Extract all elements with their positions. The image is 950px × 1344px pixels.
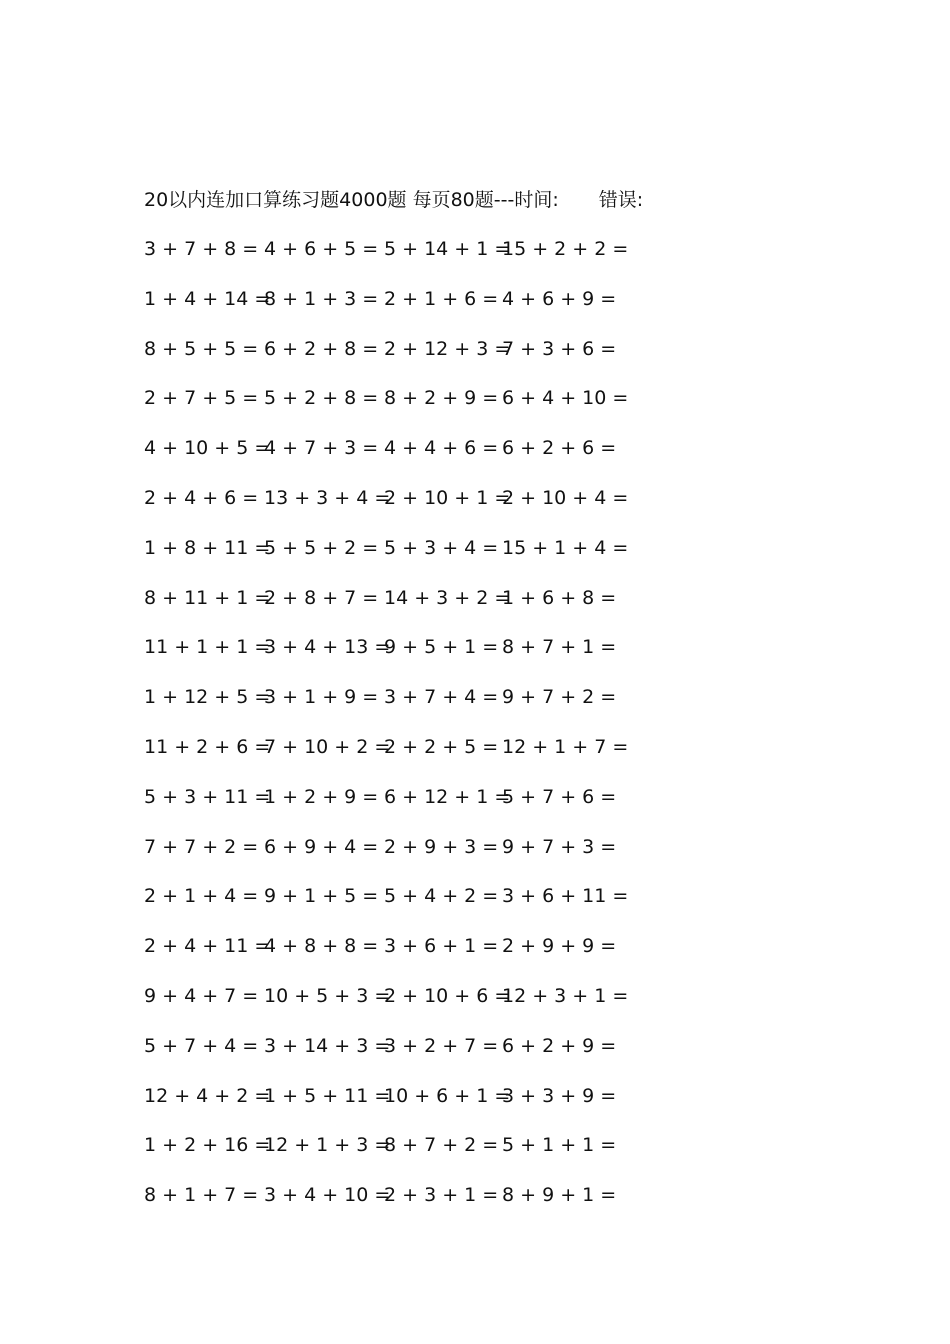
problem-item: 12 + 3 + 1 = [502,984,629,1007]
problem-item: 2 + 3 + 1 = [384,1184,499,1207]
problem-item: 8 + 11 + 1 = [144,586,271,609]
problem-item: 6 + 2 + 9 = [502,1034,617,1057]
problem-row [144,384,644,434]
problem-item: 1 + 2 + 16 = [144,1134,271,1157]
problem-item: 8 + 1 + 3 = [264,287,379,310]
problem-item: 5 + 5 + 2 = [264,536,379,559]
problem-item: 12 + 1 + 3 = [264,1134,391,1157]
problem-item: 9 + 1 + 5 = [264,885,379,908]
problem-item: 8 + 1 + 7 = [144,1184,259,1207]
problem-item: 2 + 2 + 5 = [384,735,499,758]
problem-item: 8 + 7 + 1 = [502,636,617,659]
problem-item: 4 + 6 + 5 = [264,238,379,260]
problem-item: 2 + 10 + 4 = [502,486,629,509]
problem-item: 8 + 9 + 1 = [502,1184,617,1207]
problem-item: 2 + 10 + 1 = [384,486,511,509]
problem-item: 4 + 6 + 9 = [502,287,617,310]
problem-row [144,1082,644,1132]
problem-row [144,783,644,833]
problem-item: 9 + 5 + 1 = [384,636,499,659]
problem-item: 2 + 12 + 3 = [384,337,511,360]
problem-item: 6 + 9 + 4 = [264,835,379,858]
worksheet-title: 20以内连加口算练习题4000题 每页80题---时间: [144,189,559,211]
problem-item: 6 + 2 + 8 = [264,337,379,360]
problem-row [144,1131,644,1181]
problem-item: 1 + 5 + 11 = [264,1084,391,1107]
problem-item: 6 + 2 + 6 = [502,437,617,460]
problem-item: 8 + 5 + 5 = [144,337,259,360]
problem-row [144,1032,644,1082]
problem-item: 10 + 6 + 1 = [384,1084,511,1107]
problem-item: 3 + 4 + 10 = [264,1184,391,1207]
problem-item: 5 + 3 + 4 = [384,536,499,559]
problem-row [144,1181,644,1231]
problem-item: 3 + 2 + 7 = [384,1034,499,1057]
problem-item: 1 + 4 + 14 = [144,287,271,310]
problem-item: 8 + 7 + 2 = [384,1134,499,1157]
worksheet-header [144,186,643,214]
problem-item: 5 + 3 + 11 = [144,785,271,808]
problem-item: 4 + 8 + 8 = [264,935,379,958]
problem-item: 5 + 7 + 4 = [144,1034,259,1057]
problem-row [144,833,644,883]
problem-item: 2 + 4 + 6 = [144,486,259,509]
problem-item: 3 + 14 + 3 = [264,1034,391,1057]
problem-item: 6 + 12 + 1 = [384,785,511,808]
problem-row [144,235,644,285]
problem-item: 3 + 6 + 1 = [384,935,499,958]
problem-item: 10 + 5 + 3 = [264,984,391,1007]
problem-row [144,982,644,1032]
problem-item: 2 + 4 + 11 = [144,935,271,958]
problem-item: 7 + 3 + 6 = [502,337,617,360]
problem-item: 3 + 7 + 8 = [144,238,259,260]
problem-item: 9 + 7 + 2 = [502,686,617,709]
problem-item: 7 + 10 + 2 = [264,735,391,758]
problem-item: 14 + 3 + 2 = [384,586,511,609]
problem-row [144,534,644,584]
problem-item: 13 + 3 + 4 = [264,486,391,509]
problem-row [144,733,644,783]
problem-item: 15 + 2 + 2 = [502,238,629,260]
problem-item: 9 + 4 + 7 = [144,984,259,1007]
problem-item: 1 + 6 + 8 = [502,586,617,609]
problem-row [144,584,644,634]
problem-item: 2 + 1 + 4 = [144,885,259,908]
problem-item: 3 + 3 + 9 = [502,1084,617,1107]
problem-row [144,434,644,484]
problem-item: 4 + 10 + 5 = [144,437,271,460]
problem-item: 2 + 9 + 3 = [384,835,499,858]
problem-item: 11 + 2 + 6 = [144,735,271,758]
problem-item: 2 + 9 + 9 = [502,935,617,958]
problem-item: 12 + 1 + 7 = [502,735,629,758]
problem-item: 2 + 8 + 7 = [264,586,379,609]
problem-row [144,285,644,335]
problem-item: 1 + 12 + 5 = [144,686,271,709]
problem-item: 15 + 1 + 4 = [502,536,629,559]
problem-item: 3 + 7 + 4 = [384,686,499,709]
problem-row [144,882,644,932]
problem-row [144,484,644,534]
problem-item: 12 + 4 + 2 = [144,1084,271,1107]
problem-grid [144,235,644,1231]
problem-item: 3 + 4 + 13 = [264,636,391,659]
problem-item: 1 + 2 + 9 = [264,785,379,808]
problem-item: 4 + 7 + 3 = [264,437,379,460]
problem-item: 5 + 4 + 2 = [384,885,499,908]
problem-item: 2 + 7 + 5 = [144,387,259,410]
problem-item: 6 + 4 + 10 = [502,387,629,410]
problem-item: 2 + 1 + 6 = [384,287,499,310]
problem-item: 8 + 2 + 9 = [384,387,499,410]
problem-item: 5 + 1 + 1 = [502,1134,617,1157]
problem-item: 5 + 14 + 1 = [384,238,511,260]
problem-item: 1 + 8 + 11 = [144,536,271,559]
problem-item: 2 + 10 + 6 = [384,984,511,1007]
problem-item: 7 + 7 + 2 = [144,835,259,858]
errors-label: 错误: [598,189,644,211]
problem-row [144,335,644,385]
problem-row [144,683,644,733]
problem-row [144,633,644,683]
problem-item: 5 + 7 + 6 = [502,785,617,808]
problem-item: 3 + 1 + 9 = [264,686,379,709]
problem-row [144,932,644,982]
problem-item: 4 + 4 + 6 = [384,437,499,460]
problem-item: 11 + 1 + 1 = [144,636,271,659]
problem-item: 3 + 6 + 11 = [502,885,629,908]
problem-item: 5 + 2 + 8 = [264,387,379,410]
problem-item: 9 + 7 + 3 = [502,835,617,858]
